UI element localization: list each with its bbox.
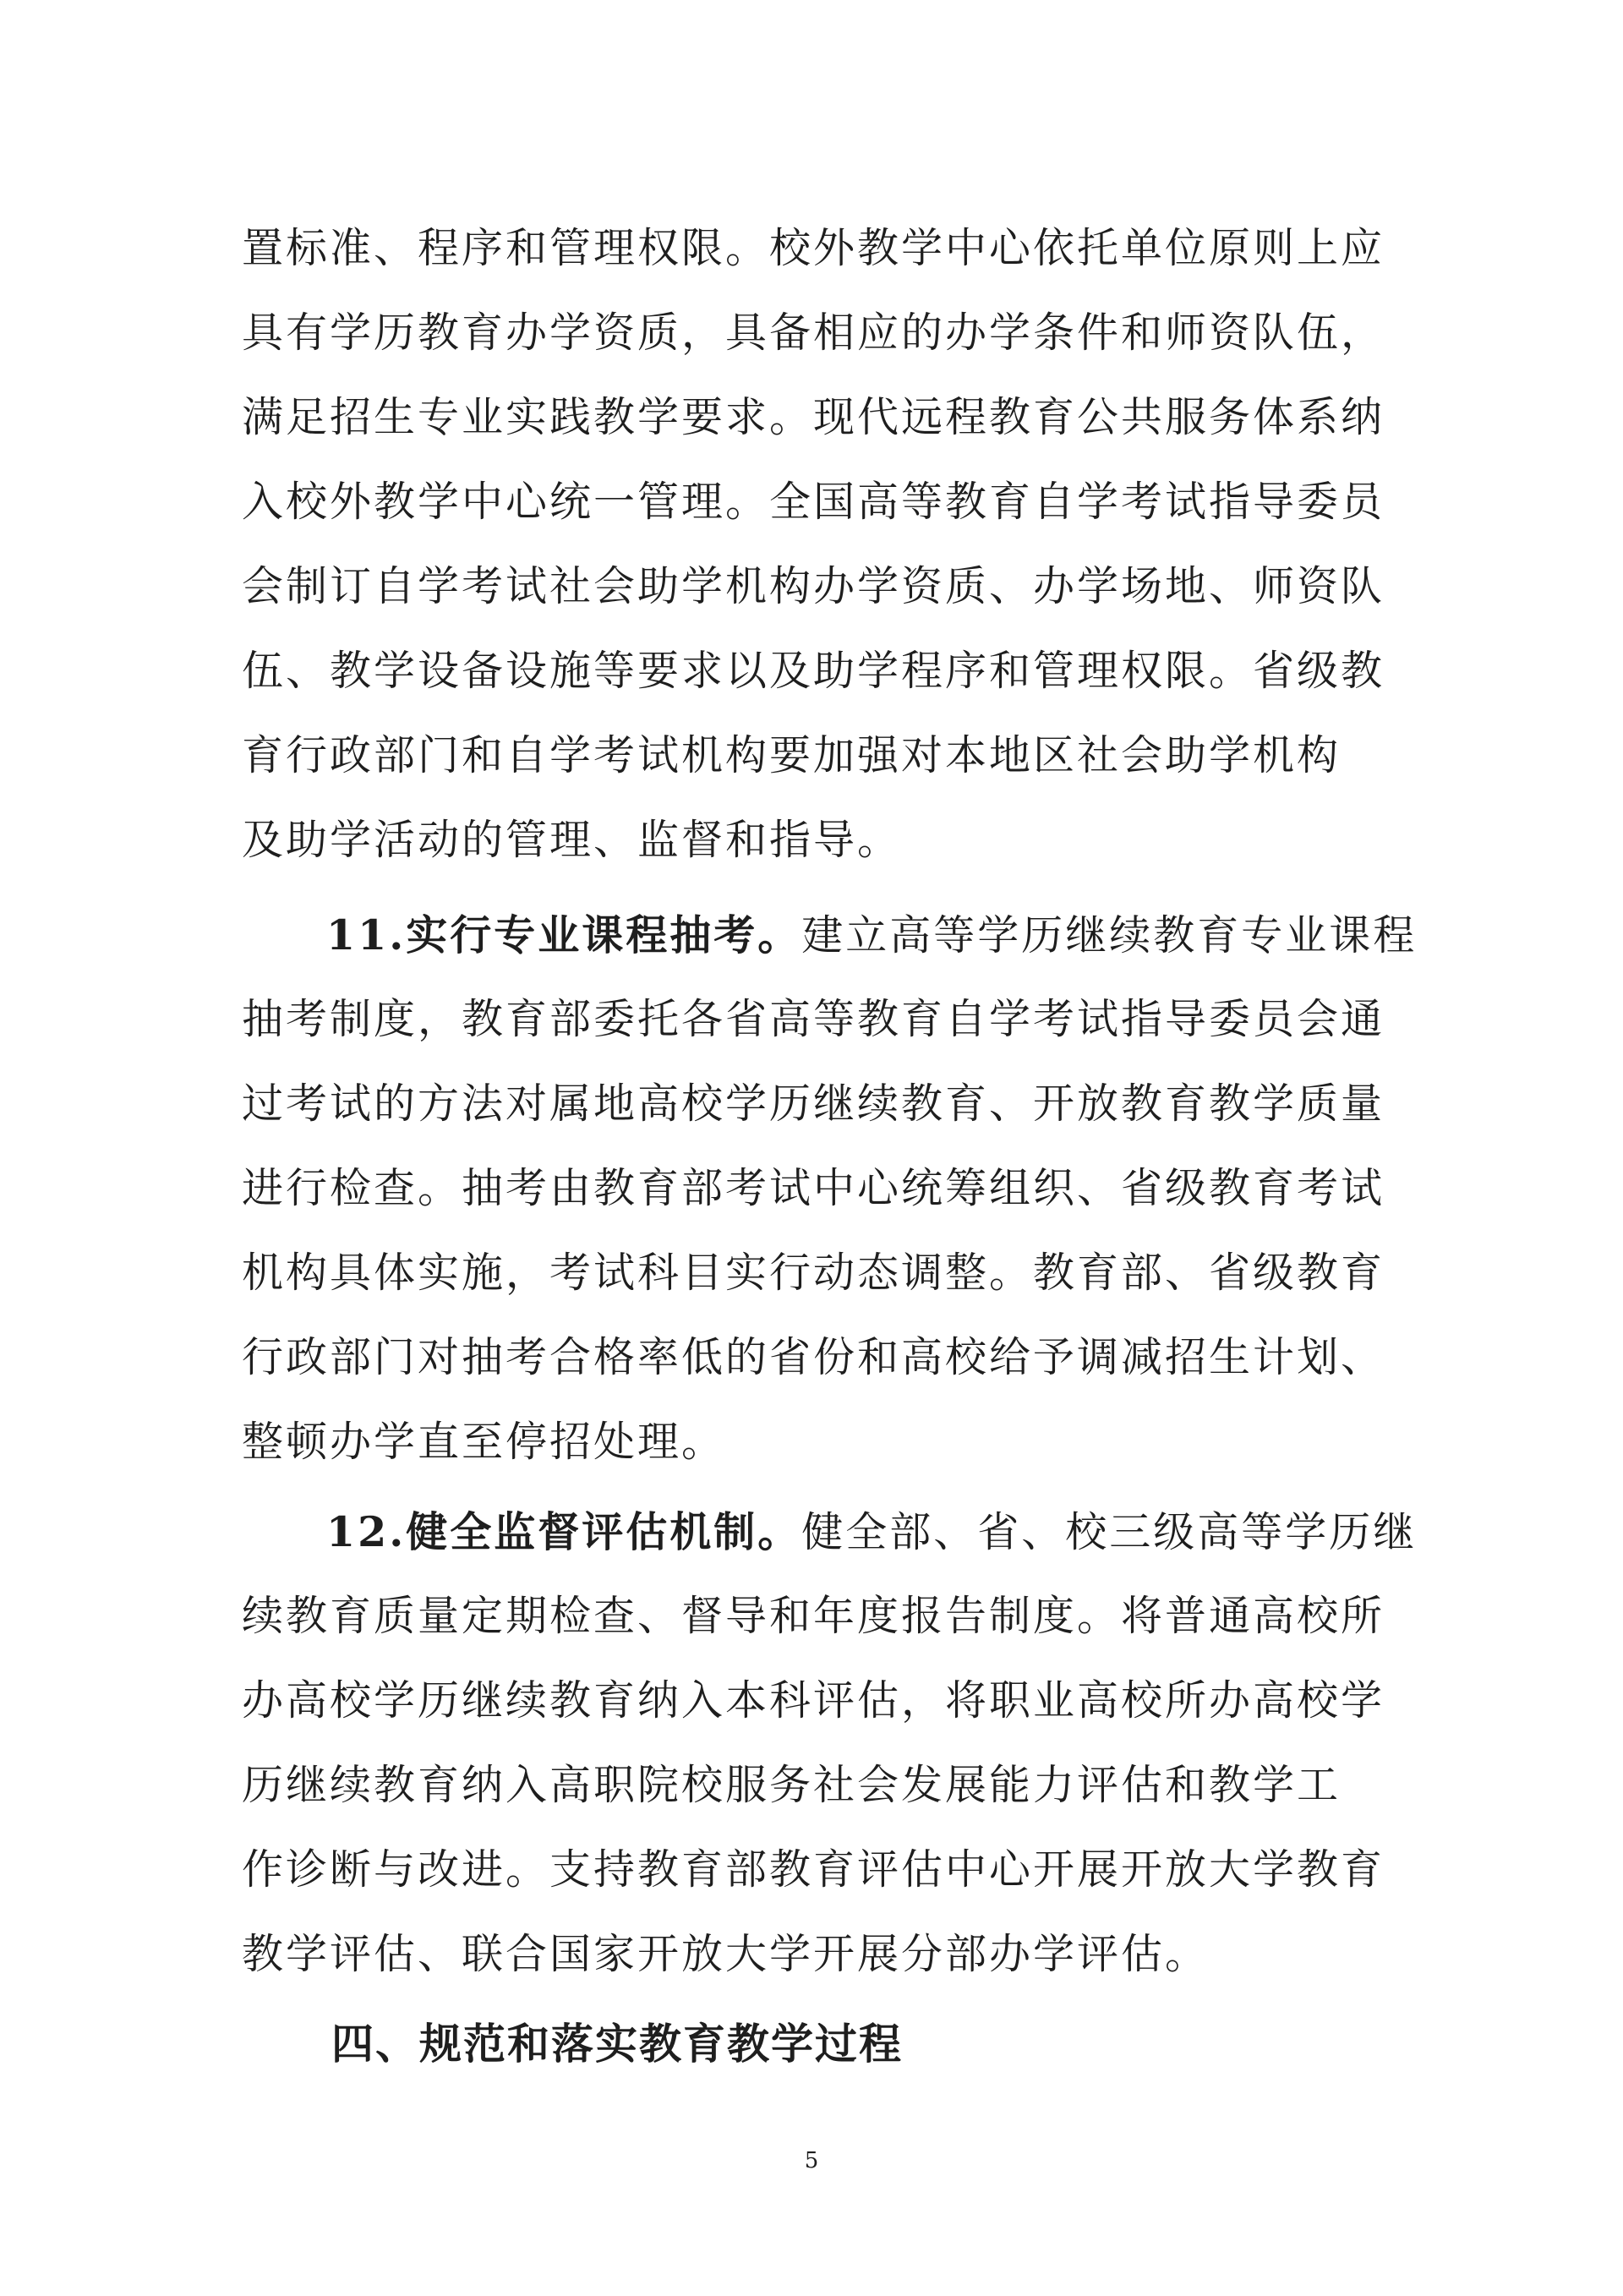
text-line: 会制订自学考试社会助学机构办学资质、办学场地、师资队 bbox=[242, 562, 1385, 610]
item-heading: 11.实行专业课程抽考。 bbox=[326, 910, 802, 959]
text-line: 历继续教育纳入高职院校服务社会发展能力评估和教学工 bbox=[242, 1761, 1342, 1809]
text-line: 教学评估、联合国家开放大学开展分部办学评估。 bbox=[242, 1930, 1210, 1978]
paragraph-continued bbox=[242, 206, 1391, 883]
text-line: 机构具体实施，考试科目实行动态调整。教育部、省级教育 bbox=[242, 1249, 1385, 1297]
text-line: 行政部门对抽考合格率低的省份和高校给予调减招生计划、 bbox=[242, 1333, 1385, 1381]
text-line: 置标准、程序和管理权限。校外教学中心依托单位原则上应 bbox=[242, 224, 1385, 272]
text-line: 育行政部门和自学考试机构要加强对本地区社会助学机构 bbox=[242, 731, 1342, 779]
text-line: 入校外教学中心统一管理。全国高等教育自学考试指导委员 bbox=[242, 478, 1385, 526]
item-first-line bbox=[242, 1490, 1418, 1574]
text-line: 续教育质量定期检查、督导和年度报告制度。将普通高校所 bbox=[242, 1592, 1385, 1640]
text-line: 进行检查。抽考由教育部考试中心统筹组织、省级教育考试 bbox=[242, 1164, 1385, 1212]
text-line: 整顿办学直至停招处理。 bbox=[242, 1418, 726, 1466]
page-number: 5 bbox=[804, 2148, 819, 2173]
text-line: 及助学活动的管理、监督和指导。 bbox=[242, 816, 902, 864]
section-heading: 四、规范和落实教育教学过程 bbox=[331, 2020, 903, 2069]
text-line: 过考试的方法对属地高校学历继续教育、开放教育教学质量 bbox=[242, 1080, 1385, 1128]
text-line: 伍、教学设备设施等要求以及助学程序和管理权限。省级教 bbox=[242, 647, 1385, 695]
item-heading: 12.健全监督评估机制。 bbox=[326, 1507, 802, 1556]
text-line: 满足招生专业实践教学要求。现代远程教育公共服务体系纳 bbox=[242, 393, 1385, 441]
paragraph-item-12 bbox=[242, 1490, 1418, 1997]
text-line: 作诊断与改进。支持教育部教育评估中心开展开放大学教育 bbox=[242, 1845, 1385, 1894]
item-first-line bbox=[242, 893, 1418, 977]
item-text: 建立高等学历继续教育专业课程 bbox=[801, 911, 1418, 959]
text-line: 具有学历教育办学资质，具备相应的办学条件和师资队伍， bbox=[242, 309, 1385, 357]
item-text: 健全部、省、校三级高等学历继 bbox=[801, 1508, 1418, 1556]
text-line: 抽考制度，教育部委托各省高等教育自学考试指导委员会通 bbox=[242, 995, 1385, 1043]
paragraph-item-11 bbox=[242, 893, 1418, 1484]
text-line: 办高校学历继续教育纳入本科评估，将职业高校所办高校学 bbox=[242, 1676, 1385, 1725]
